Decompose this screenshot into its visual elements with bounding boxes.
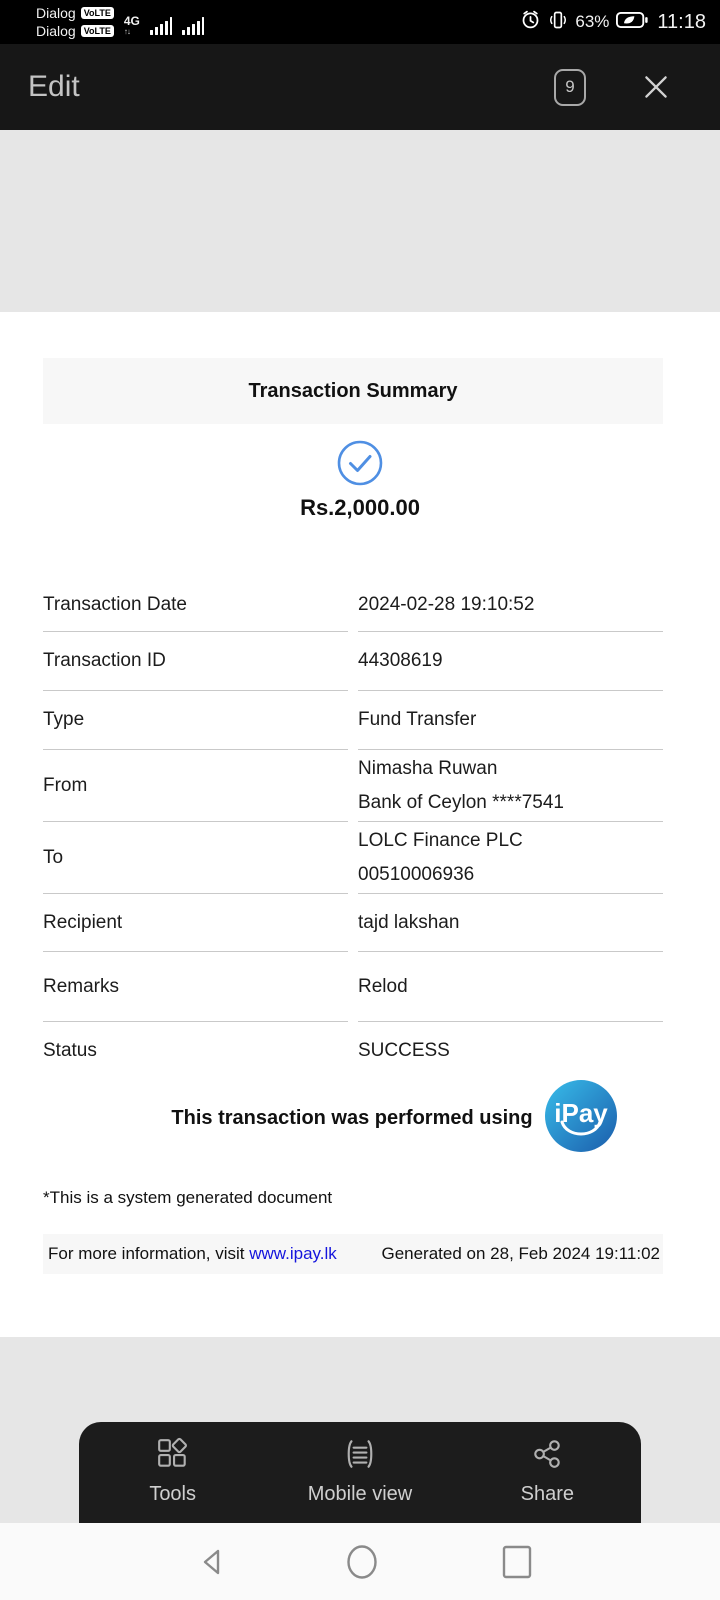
row-value: Fund Transfer <box>358 691 663 750</box>
vibrate-icon <box>548 10 568 35</box>
tools-button[interactable] <box>79 1422 266 1523</box>
receipt-document <box>0 312 720 1337</box>
value-line: Bank of Ceylon ****7541 <box>358 791 564 813</box>
app-header <box>0 44 720 130</box>
system-note: *This is a system generated document <box>43 1188 333 1207</box>
share-icon <box>530 1437 564 1476</box>
row-value: 2024-02-28 19:10:52 <box>358 578 663 632</box>
mobile-view-button[interactable] <box>266 1422 453 1523</box>
transaction-amount: Rs.2,000.00 <box>300 495 420 520</box>
network-4g-label: 4G <box>123 13 140 28</box>
row-label: Status <box>43 1040 97 1061</box>
clock: 11:18 <box>657 10 706 33</box>
status-value: SUCCESS <box>358 1040 450 1061</box>
signal-bars-sim1-icon <box>150 17 172 35</box>
performed-using-text: This transaction was performed using <box>171 1106 533 1129</box>
battery-percent: 63% <box>575 12 610 31</box>
footer-info <box>48 1244 337 1264</box>
table-row <box>43 952 663 1022</box>
row-label: Transaction ID <box>43 632 348 691</box>
share-button[interactable] <box>454 1422 641 1523</box>
transaction-table <box>43 578 663 1080</box>
table-row <box>43 632 663 691</box>
tools-label: Tools <box>149 1483 197 1505</box>
row-label: Recipient <box>43 894 348 952</box>
table-row <box>43 750 663 822</box>
tools-icon <box>156 1437 190 1476</box>
value-line: 00510006936 <box>358 863 475 885</box>
volte-badge: VoLTE <box>81 25 114 37</box>
row-label: Remarks <box>43 952 348 1022</box>
volte-badge: VoLTE <box>81 7 114 19</box>
table-row <box>43 691 663 750</box>
row-label: From <box>43 750 348 822</box>
svg-text:iPay: iPay <box>553 1097 608 1128</box>
success-check-wrap <box>0 439 720 492</box>
value-line: Nimasha Ruwan <box>358 757 498 779</box>
document-footer <box>43 1234 663 1274</box>
mobile-view-icon <box>343 1437 377 1476</box>
footer-generated: Generated on 28, Feb 2024 19:11:02 <box>381 1244 660 1263</box>
row-value: 44308619 <box>358 632 663 691</box>
ipay-logo <box>545 1080 617 1157</box>
page-title: Edit <box>28 70 80 103</box>
row-value: Relod <box>358 952 663 1022</box>
ipay-link[interactable]: www.ipay.lk <box>249 1244 337 1263</box>
carrier-2 <box>36 23 114 40</box>
table-row <box>43 822 663 894</box>
carrier-1 <box>36 5 114 22</box>
table-row <box>43 578 663 632</box>
data-arrows-icon: ↑↓ <box>123 26 130 36</box>
performed-using-row <box>0 1082 720 1154</box>
nav-recents-icon[interactable] <box>499 1544 535 1580</box>
nav-back-icon[interactable] <box>195 1544 231 1580</box>
status-left <box>36 5 204 40</box>
row-value <box>358 822 663 894</box>
carrier-labels <box>36 5 114 40</box>
battery-saver-icon <box>616 11 648 34</box>
share-label: Share <box>520 1483 574 1505</box>
document-title: Transaction Summary <box>43 358 663 424</box>
success-check-icon <box>336 439 384 492</box>
alarm-icon <box>520 9 541 35</box>
nav-home-icon[interactable] <box>344 1544 380 1580</box>
carrier-2-name: Dialog <box>36 22 76 39</box>
bottom-toolbar <box>79 1422 641 1523</box>
table-row <box>43 1022 663 1080</box>
status-bar <box>0 0 720 44</box>
status-right <box>520 9 706 35</box>
signal-bars-sim2-icon <box>182 17 204 35</box>
network-type <box>124 15 140 36</box>
row-label: Type <box>43 691 348 750</box>
table-row <box>43 894 663 952</box>
row-value: tajd lakshan <box>358 894 663 952</box>
footer-info-text: For more information, visit <box>48 1244 245 1263</box>
page-count-button[interactable]: 9 <box>554 69 586 106</box>
row-label: To <box>43 822 348 894</box>
carrier-1-name: Dialog <box>36 4 76 21</box>
mobile-view-label: Mobile view <box>307 1483 413 1505</box>
value-line: LOLC Finance PLC <box>358 829 523 851</box>
navigation-bar <box>0 1523 720 1600</box>
row-value <box>358 750 663 822</box>
close-icon[interactable] <box>640 71 672 103</box>
row-label: Transaction Date <box>43 578 348 632</box>
